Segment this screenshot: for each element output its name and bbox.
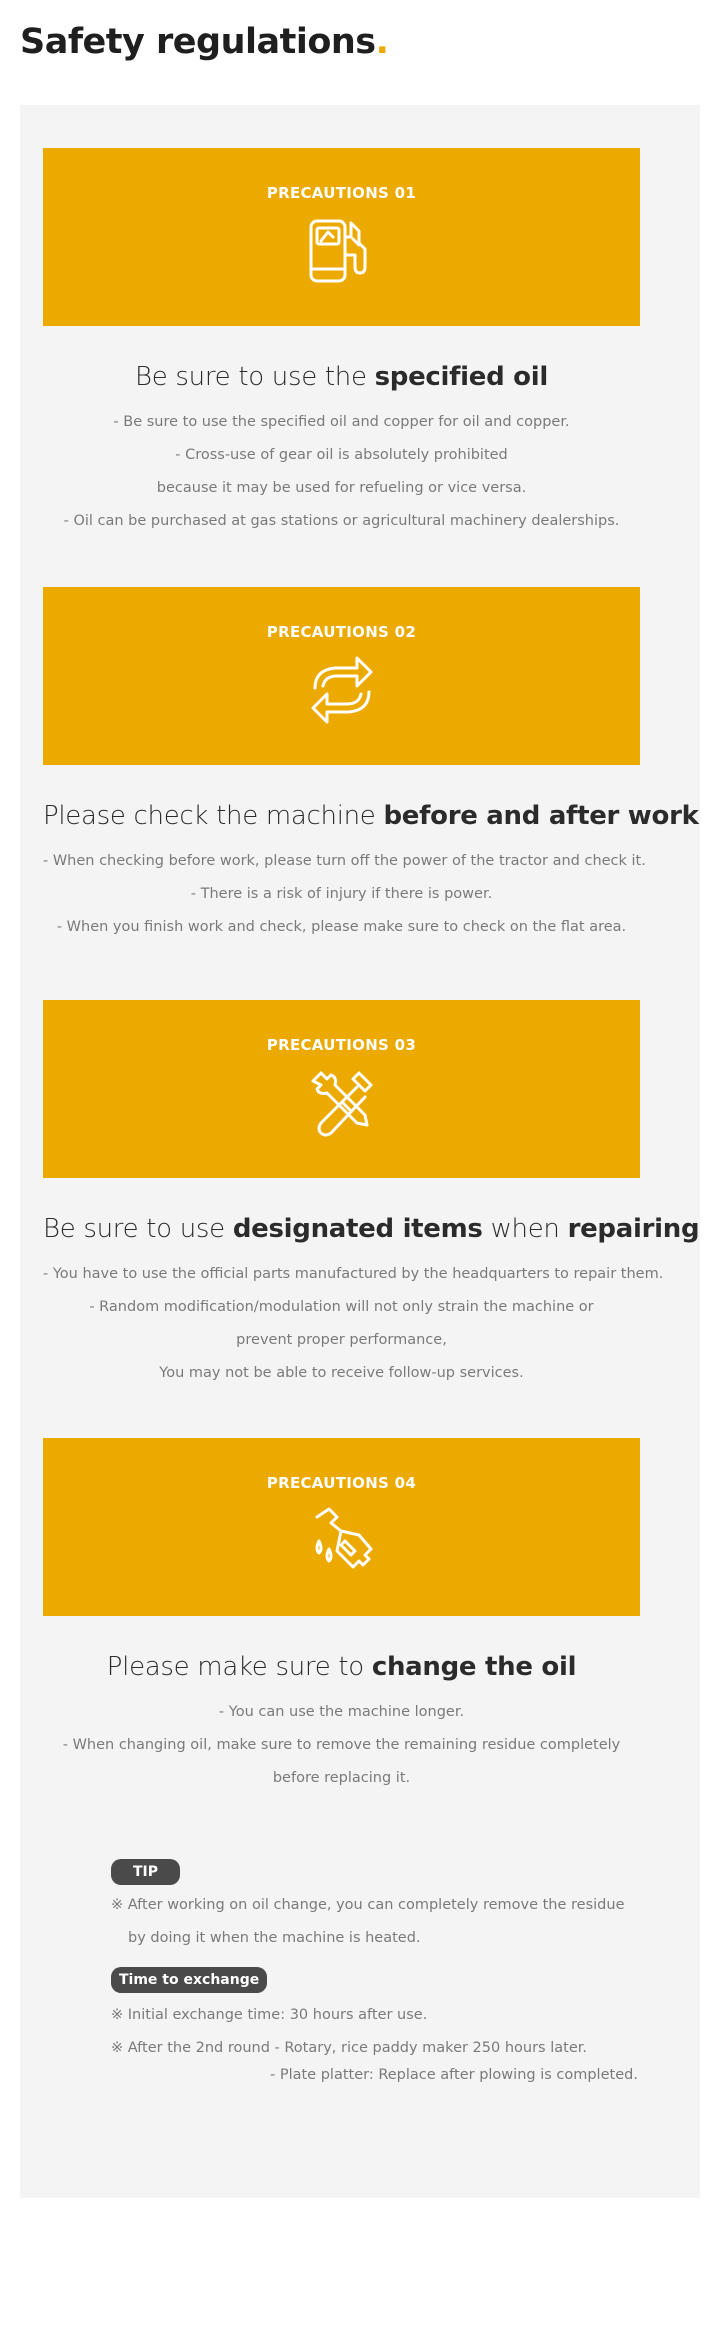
desc-line: - Random modification/modulation will not only strain the machine or — [89, 1299, 594, 1315]
heading-bold-text: designated items — [232, 1214, 483, 1244]
precaution-section-3 — [43, 1000, 700, 1390]
section-description — [43, 1696, 640, 1795]
oil-nozzle-icon — [307, 1505, 377, 1577]
heading-text: Be sure to use the — [135, 362, 375, 392]
precaution-section-2 — [43, 587, 699, 944]
title-accent-dot: . — [375, 22, 389, 62]
desc-line: - When checking before work, please turn off the power of the tractor and check it. — [43, 853, 646, 869]
heading-bold-text-2: repairing — [567, 1214, 700, 1244]
heading-bold-text: change the oil — [371, 1652, 577, 1682]
desc-line: - You have to use the official parts manufactured by the headquarters to repair them. — [43, 1266, 664, 1282]
heading-text: Be sure to use — [43, 1214, 233, 1244]
precaution-banner-1 — [43, 148, 640, 326]
desc-line: prevent proper performance, — [236, 1332, 447, 1348]
desc-line: - When changing oil, make sure to remove the remaining residue completely — [62, 1737, 621, 1753]
section-description — [43, 1258, 664, 1390]
time-to-exchange-badge: Time to exchange — [111, 1967, 267, 1993]
refresh-cycle-icon — [307, 654, 377, 726]
exchange-line: ※ Initial exchange time: 30 hours after use. — [111, 2007, 428, 2023]
section-heading — [43, 1652, 640, 1682]
page-title — [20, 22, 388, 62]
banner-label: PRECAUTIONS 03 — [266, 1036, 417, 1054]
precaution-banner-2 — [43, 587, 640, 765]
tip-line: by doing it when the machine is heated. — [128, 1930, 421, 1946]
banner-label: PRECAUTIONS 04 — [266, 1474, 417, 1492]
section-heading — [43, 1214, 700, 1244]
precaution-section-1 — [43, 148, 640, 538]
tip-line: ※ After working on oil change, you can completely remove the residue — [111, 1897, 625, 1913]
precaution-banner-4 — [43, 1438, 640, 1616]
section-heading — [43, 801, 699, 831]
heading-text: Please make sure to — [106, 1652, 372, 1682]
desc-line: You may not be able to receive follow-up services. — [159, 1365, 524, 1381]
heading-bold-text: before and after work — [383, 801, 699, 831]
heading-bold-text: specified oil — [374, 362, 548, 392]
banner-label: PRECAUTIONS 01 — [266, 184, 417, 202]
desc-line: - There is a risk of injury if there is power. — [190, 886, 493, 902]
section-description — [43, 845, 646, 944]
fuel-pump-icon — [307, 215, 377, 287]
precaution-banner-3 — [43, 1000, 640, 1178]
desc-line: - Cross-use of gear oil is absolutely prohibited — [175, 447, 508, 463]
desc-line: - When you finish work and check, please make sure to check on the flat area. — [56, 919, 627, 935]
tips-block — [111, 1859, 651, 2085]
precaution-section-4 — [43, 1438, 640, 1795]
exchange-line: ※ After the 2nd round - Rotary, rice paddy maker 250 hours later. — [111, 2040, 587, 2056]
section-description — [43, 406, 640, 538]
tools-icon — [307, 1067, 377, 1139]
desc-line: - You can use the machine longer. — [218, 1704, 465, 1720]
banner-label: PRECAUTIONS 02 — [266, 623, 417, 641]
desc-line: - Be sure to use the specified oil and copper for oil and copper. — [113, 414, 570, 430]
heading-text-mid: when — [482, 1214, 568, 1244]
desc-line: - Oil can be purchased at gas stations or agricultural machinery dealerships. — [63, 513, 620, 529]
exchange-line: - Plate platter: Replace after plowing is completed. — [270, 2067, 638, 2083]
section-heading — [43, 362, 640, 392]
desc-line: before replacing it. — [272, 1770, 411, 1786]
desc-line: because it may be used for refueling or vice versa. — [156, 480, 527, 496]
heading-text: Please check the machine — [43, 801, 384, 831]
tip-badge: TIP — [111, 1859, 180, 1885]
page-title-text: Safety regulations — [20, 22, 376, 62]
